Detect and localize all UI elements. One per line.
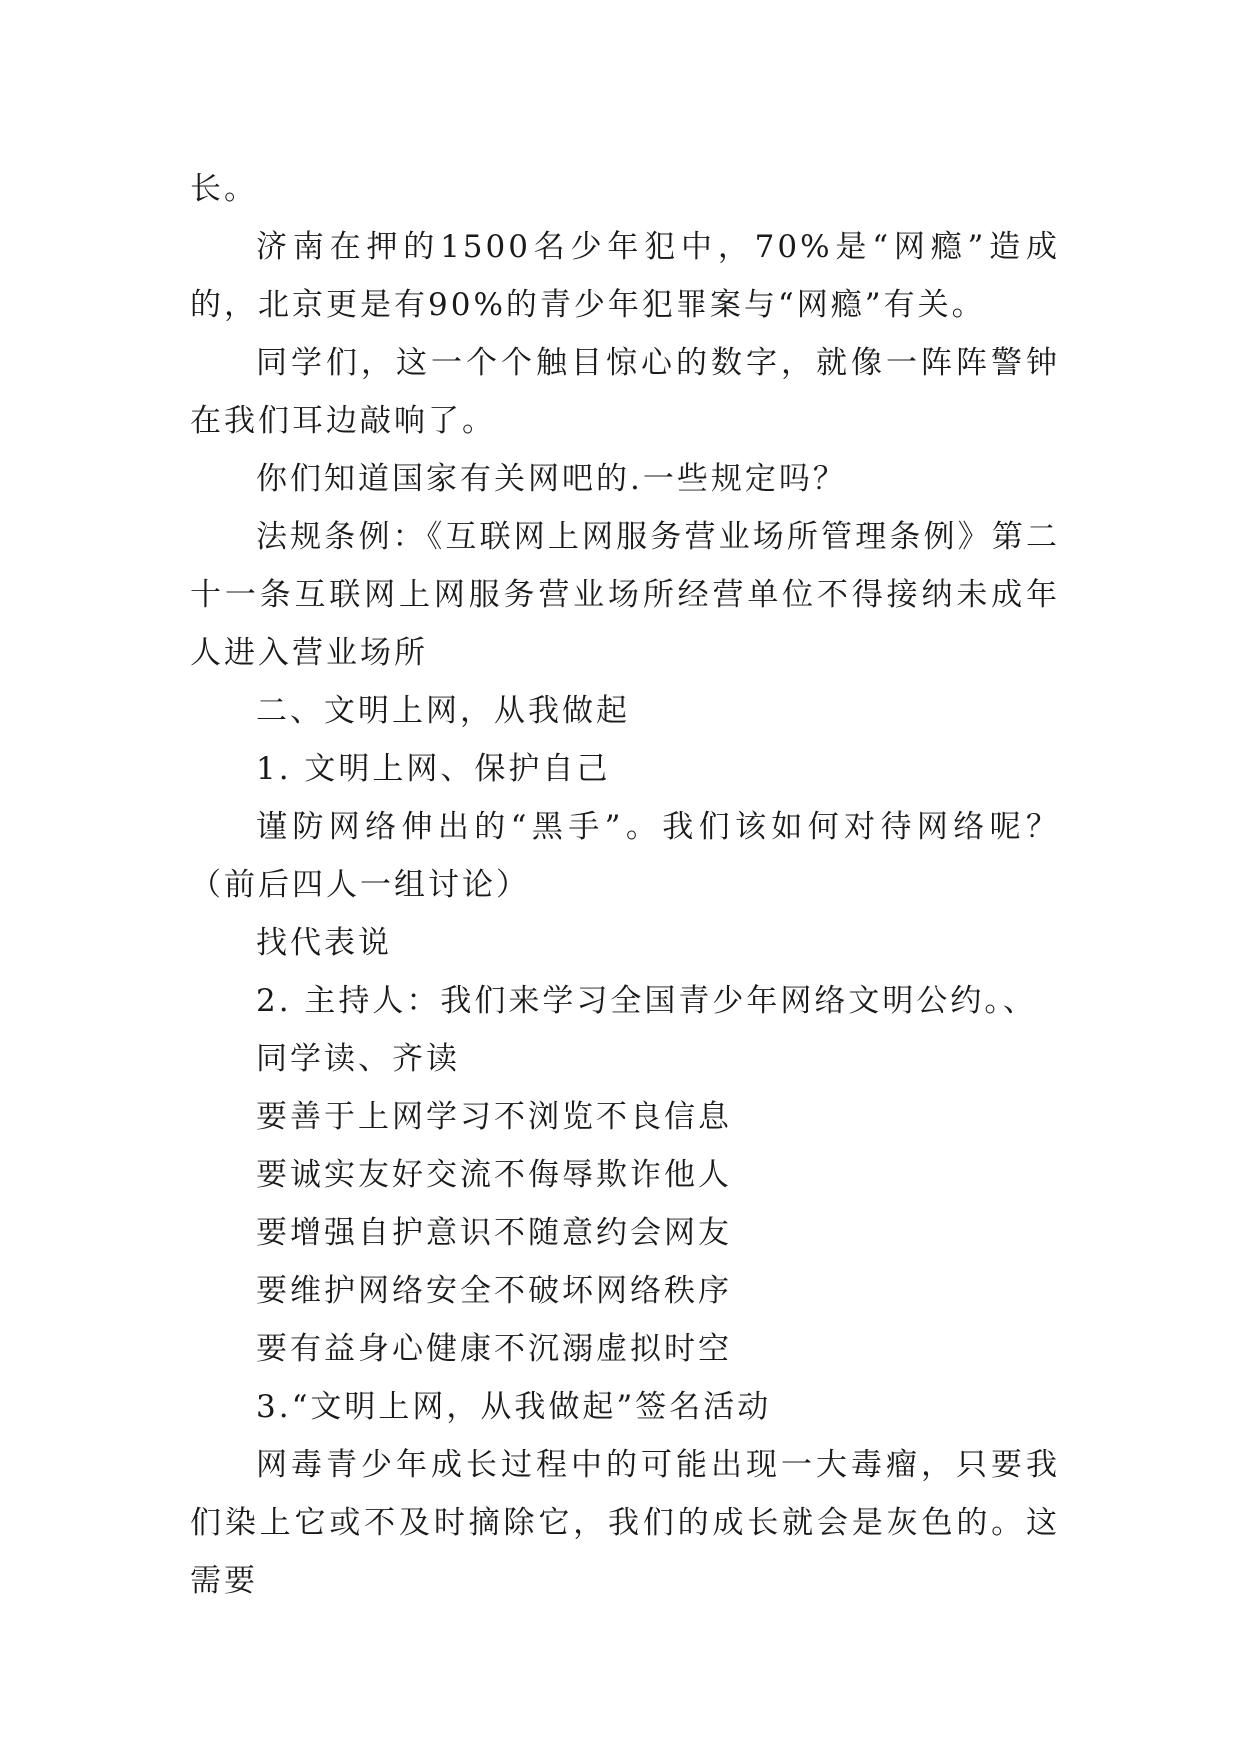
convention-line: 要增强自护意识不随意约会网友	[256, 1215, 732, 1251]
paragraph-representative: 找代表说	[256, 925, 392, 961]
paragraph-regulation-clause: 法规条例：《互联网上网服务营业场所管理条例》第二十一条互联网上网服务营业场所经营单位不得接纳未成年人进入营业场所	[190, 519, 1060, 671]
paragraph-continuation: 长。	[190, 171, 258, 207]
subsection-heading-two: 2. 主持人：我们来学习全国青少年网络文明公约。、	[256, 983, 1037, 1019]
document-body	[190, 160, 1060, 1610]
convention-line: 要善于上网学习不浏览不良信息	[256, 1099, 732, 1135]
paragraph-network-poison: 网毒青少年成长过程中的可能出现一大毒瘤，只要我们染上它或不及时摘除它，我们的成长就会是灰色的。这需要	[190, 1447, 1060, 1599]
convention-line: 要维护网络安全不破坏网络秩序	[256, 1273, 732, 1309]
convention-line: 要诚实友好交流不侮辱欺诈他人	[256, 1157, 732, 1193]
paragraph-question-regulations: 你们知道国家有关网吧的.一些规定吗？	[256, 461, 847, 497]
subsection-heading-three: 3.“文明上网，从我做起”签名活动	[256, 1389, 772, 1425]
paragraph-statistics-jinan-beijing: 济南在押的1500名少年犯中，70%是“网瘾”造成的，北京更是有90%的青少年犯罪案与“网瘾”有关。	[190, 229, 1060, 323]
paragraph-read-together: 同学读、齐读	[256, 1041, 460, 1077]
section-heading-two: 二、文明上网，从我做起	[256, 693, 630, 729]
convention-line: 要有益身心健康不沉溺虚拟时空	[256, 1331, 732, 1367]
paragraph-black-hand-discussion: 谨防网络伸出的“黑手”。我们该如何对待网络呢？（前后四人一组讨论）	[190, 809, 1060, 903]
paragraph-warning-bell: 同学们，这一个个触目惊心的数字，就像一阵阵警钟在我们耳边敲响了。	[190, 345, 1060, 439]
subsection-heading-one: 1. 文明上网、保护自己	[256, 751, 611, 787]
